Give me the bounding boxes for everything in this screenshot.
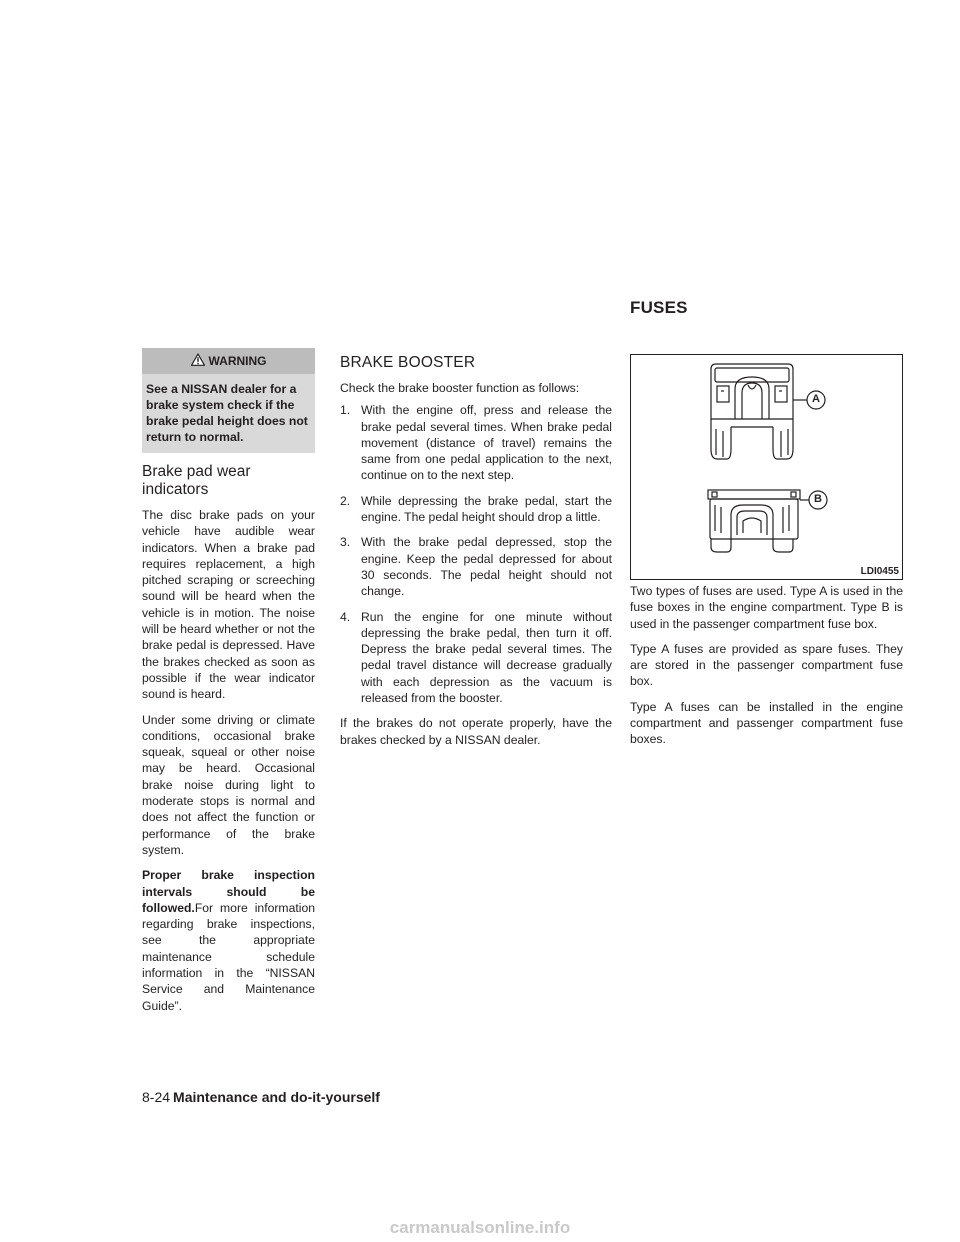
left-column xyxy=(142,348,315,1023)
brake-pad-paragraph-1: The disc brake pads on your vehicle have audible wear indicators. When a brake pad requires replacement, a high pitched scraping or screeching sound will be heard when the vehicle is in motion. The noise will be heard whether or not the brake pedal is depressed. Have the brakes checked as soon as possible if the wear indicator sound is heard. xyxy=(142,508,315,702)
figure-label-b: B xyxy=(814,493,822,505)
step-item: 3. With the brake pedal depressed, stop the engine. Keep the pedal depressed for about 30 seconds. The pedal height should not change. xyxy=(340,535,612,599)
fuses-paragraph-1: Two types of fuses are used. Type A is used in the fuse boxes in the engine compartment. Type B is used in the passenger compartment fuse box. xyxy=(630,584,903,631)
middle-column xyxy=(340,354,612,757)
right-column xyxy=(630,354,903,757)
figure-code: LDI0455 xyxy=(860,566,899,577)
warning-text: See a NISSAN dealer for a brake system check if the brake pedal height does not return to normal. xyxy=(146,382,308,444)
warning-header xyxy=(142,348,315,374)
brake-pad-heading: Brake pad wear indicators xyxy=(142,463,251,498)
fuses-paragraph-2: Type A fuses are provided as spare fuses. They are stored in the passenger compartment fuse box. xyxy=(630,641,903,689)
page-number: 8-24 xyxy=(142,1089,171,1105)
fuse-figure xyxy=(630,354,903,580)
step-item: 4. Run the engine for one minute without depressing the brake pedal, then turn it off. Depress the brake pedal several times. The pedal travel distance will decrease gradually with each depression as the vacuum is released from the booster. xyxy=(340,609,612,706)
footer-title: Maintenance and do-it-yourself xyxy=(173,1089,380,1105)
brake-pad-paragraph-2: Under some driving or climate conditions, occasional brake squeak, squeal or other noise may be heard. Occasional brake noise during light to moderate stops is normal and does not affect the function or performance of the brake system. xyxy=(142,712,315,857)
inspection-intervals-text: For more information regarding brake inspections, see the appropriate maintenance schedule information in the “NISSAN Service and Maintenance Guide”. xyxy=(142,900,315,1013)
fuses-paragraph-3: Type A fuses can be installed in the engine compartment and passenger compartment fuse boxes. xyxy=(630,699,903,747)
page-footer xyxy=(142,1089,380,1105)
brake-booster-intro: Check the brake booster function as follows: xyxy=(340,381,580,395)
brake-pad-paragraph-3 xyxy=(142,867,315,1014)
warning-box xyxy=(142,348,315,453)
brake-booster-outro: If the brakes do not operate properly, have the brakes checked by a NISSAN dealer. xyxy=(340,716,612,747)
warning-label: WARNING xyxy=(208,354,267,368)
figure-label-a: A xyxy=(812,393,820,405)
section-title: FUSES xyxy=(630,298,688,317)
warning-icon xyxy=(191,353,205,369)
inspection-intervals-bold: Proper brake inspection intervals should be followed. xyxy=(142,868,315,915)
brake-booster-steps xyxy=(340,402,612,706)
watermark-text: carmanualsonline.info xyxy=(389,1218,571,1237)
brake-booster-heading: BRAKE BOOSTER xyxy=(340,354,476,371)
step-item: 2. While depressing the brake pedal, start the engine. The pedal height should drop a little. xyxy=(340,493,612,525)
fuse-illustration xyxy=(631,355,902,579)
step-item: 1. With the engine off, press and release the brake pedal several times. When brake pedal movement (distance of travel) remains the same from one pedal application to the next, continue on to the next step. xyxy=(340,403,612,483)
